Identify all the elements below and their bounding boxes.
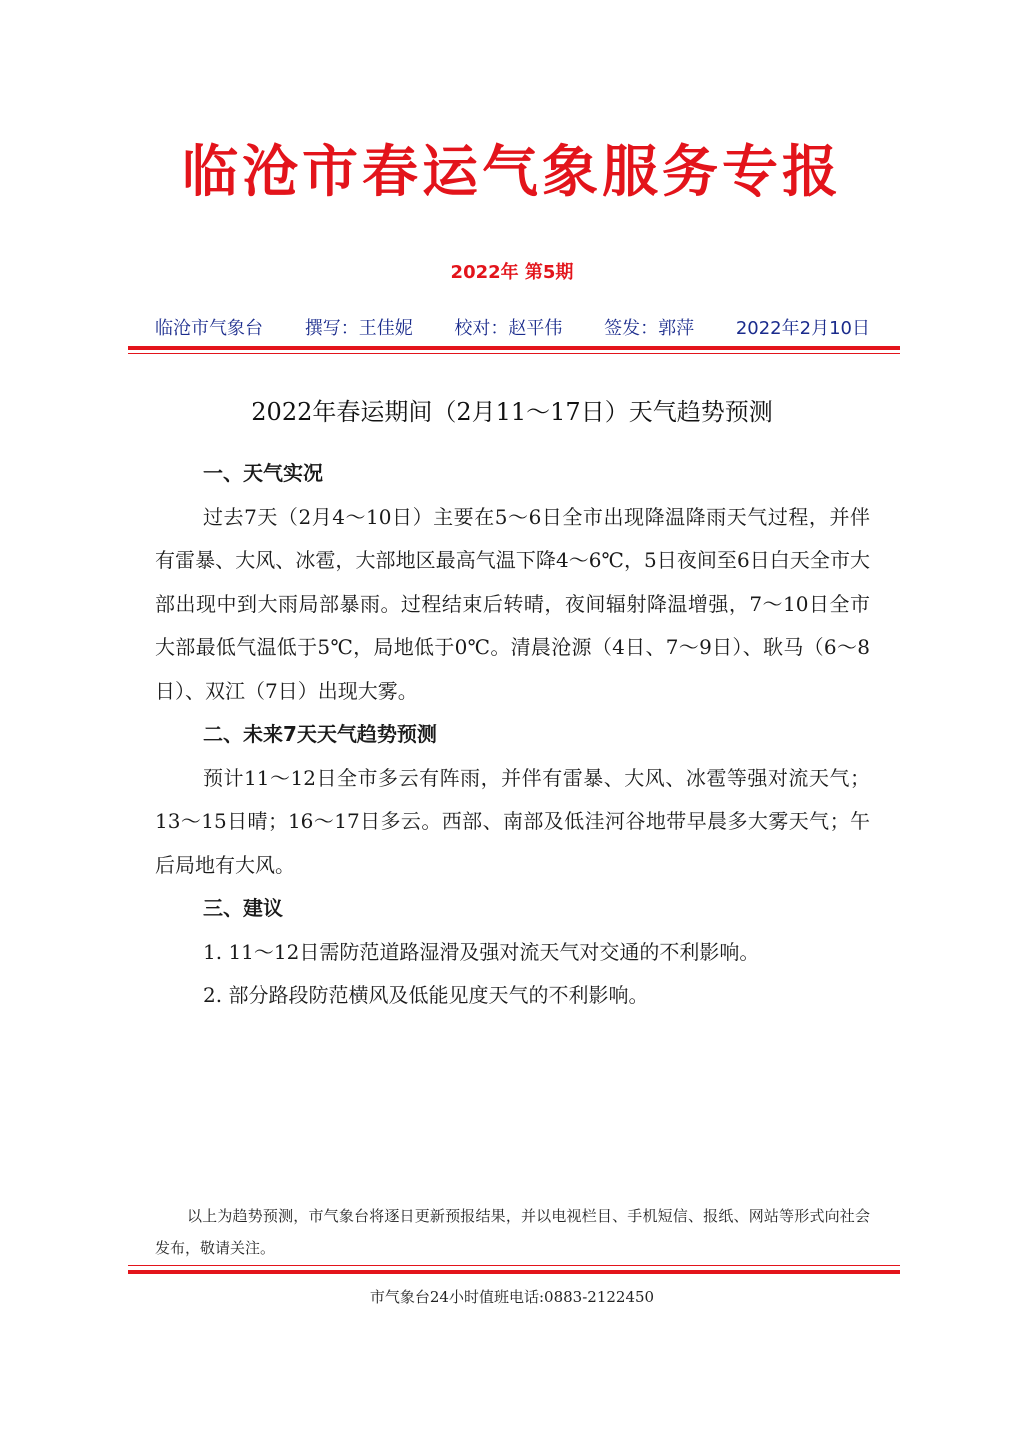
- section-heading: 一、天气实况: [203, 461, 323, 485]
- header-divider-thin: [128, 353, 900, 354]
- byline-org: 临沧市气象台: [155, 318, 263, 339]
- document-body: [155, 452, 870, 1018]
- header-divider-thick: [128, 346, 900, 350]
- footer-divider-thin: [128, 1265, 900, 1266]
- masthead-title: 临沧市春运气象服务专报: [182, 139, 842, 205]
- footer-divider-thick: [128, 1270, 900, 1274]
- section-paragraph: 预计11～12日全市多云有阵雨，并伴有雷暴、大风、冰雹等强对流天气；13～15日晴；16～17日多云。西部、南部及低洼河谷地带早晨多大雾天气；午后局地有大风。: [155, 765, 870, 877]
- section-paragraph: 过去7天（2月4～10日）主要在5～6日全市出现降温降雨天气过程，并伴有雷暴、大风、冰雹，大部地区最高气温下降4～6℃，5日夜间至6日白天全市大部出现中到大雨局部暴雨。过程结束后转晴，夜间辐射降温增强，7～10日全市大部最低气温低于5℃，局地低于0℃。清晨沧源（4日、7～9日）、耿马（6～8日）、双江（7日）出现大雾。: [155, 504, 870, 703]
- advice-item: 1. 11～12日需防范道路湿滑及强对流天气对交通的不利影响。: [203, 939, 760, 964]
- byline-proofreader: 校对：赵平伟: [454, 318, 563, 339]
- issue-number: 2022年 第5期: [450, 262, 574, 283]
- footer-note: 以上为趋势预测，市气象台将逐日更新预报结果，并以电视栏目、手机短信、报纸、网站等形式向社会发布，敬请关注。: [155, 1207, 870, 1257]
- byline-issuer: 签发：郭萍: [604, 318, 695, 339]
- section-heading: 二、未来7天天气趋势预测: [203, 722, 437, 746]
- byline: [155, 314, 870, 340]
- advice-item: 2. 部分路段防范横风及低能见度天气的不利影响。: [203, 983, 649, 1007]
- section-heading: 三、建议: [203, 896, 283, 920]
- hotline: 市气象台24小时值班电话:0883-2122450: [369, 1288, 655, 1306]
- document-title: 2022年春运期间（2月11～17日）天气趋势预测: [251, 398, 773, 426]
- byline-writer: 撰写：王佳妮: [304, 318, 413, 339]
- byline-date: 2022年2月10日: [735, 318, 870, 339]
